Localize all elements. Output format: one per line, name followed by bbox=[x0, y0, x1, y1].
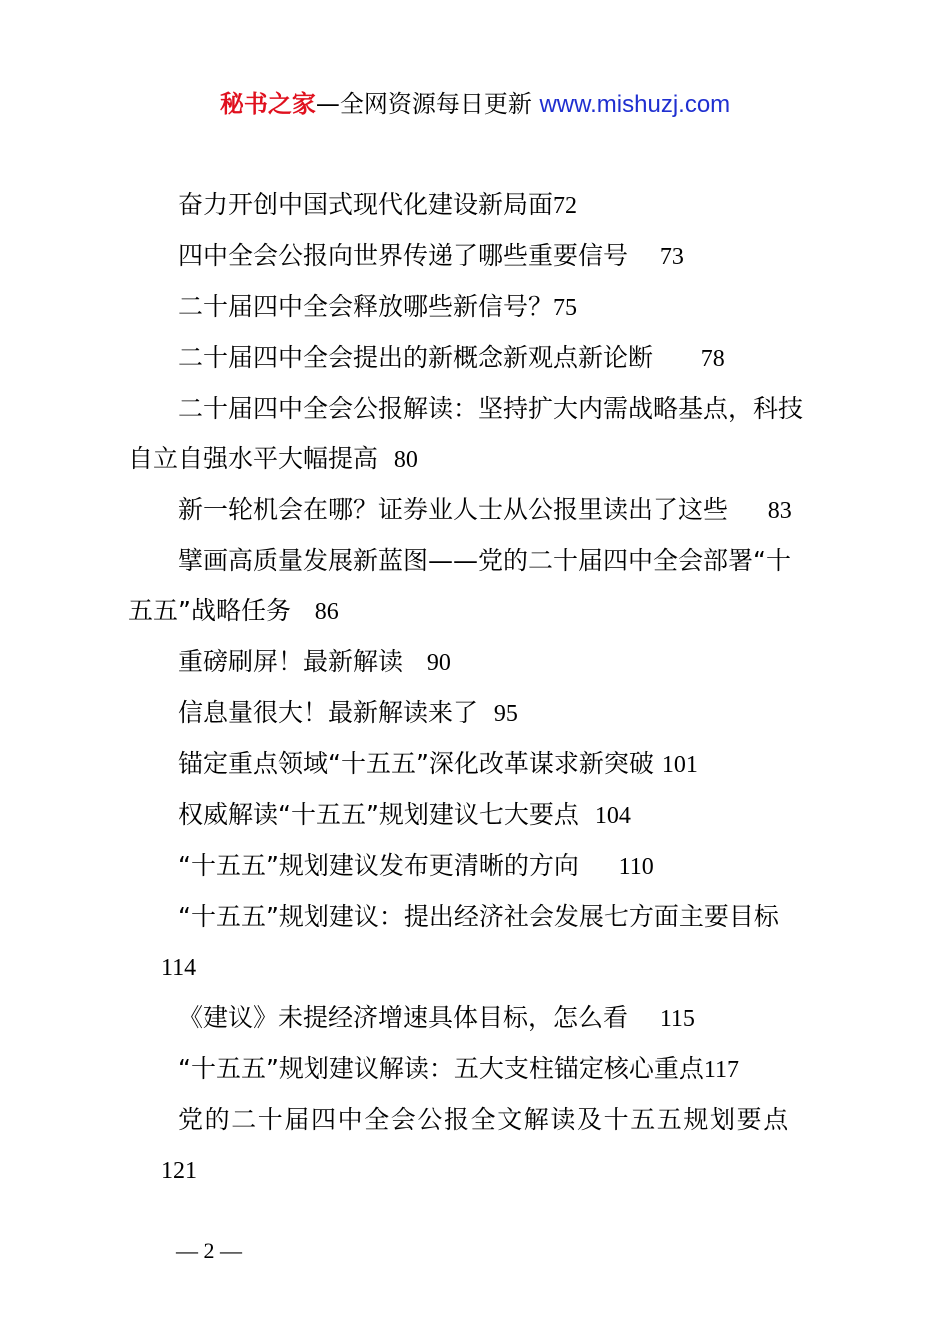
toc-entry-title-cont: 自立自强水平大幅提高 bbox=[128, 444, 379, 473]
toc-entry bbox=[128, 841, 840, 892]
toc-entry bbox=[128, 231, 840, 282]
toc-entry bbox=[128, 739, 840, 790]
toc-entry-continuation bbox=[128, 942, 840, 993]
table-of-contents bbox=[128, 180, 840, 1196]
toc-entry bbox=[128, 637, 840, 688]
header-tagline: —全网资源每日更新 bbox=[315, 90, 532, 118]
toc-entry-page: 117 bbox=[703, 1057, 740, 1083]
toc-entry-page: 73 bbox=[659, 244, 684, 270]
toc-entry-page: 78 bbox=[700, 346, 725, 372]
page-number: — 2 — bbox=[176, 1238, 242, 1263]
toc-entry-title: “十五五”规划建议解读：五大支柱锚定核心重点 bbox=[178, 1054, 704, 1083]
toc-entry-title: “十五五”规划建议发布更清晰的方向 bbox=[178, 851, 579, 880]
toc-entry-title: 《建议》未提经济增速具体目标，怎么看 bbox=[178, 1003, 629, 1032]
toc-entry-title: 二十届四中全会公报解读：坚持扩大内需战略基点，科技 bbox=[178, 394, 804, 423]
toc-entry-title: 四中全会公报向世界传递了哪些重要信号 bbox=[178, 241, 629, 270]
toc-entry-page: 80 bbox=[393, 447, 418, 473]
toc-entry-continuation bbox=[128, 1145, 840, 1196]
toc-entry-page: 95 bbox=[493, 701, 518, 727]
site-header bbox=[0, 88, 950, 121]
toc-entry-page: 75 bbox=[553, 295, 578, 321]
toc-entry bbox=[128, 536, 840, 586]
toc-entry-page: 83 bbox=[767, 498, 792, 524]
toc-entry-title: 党的二十届四中全会公报全文解读及十五五规划要点 bbox=[178, 1105, 790, 1134]
toc-entry-title: “十五五”规划建议：提出经济社会发展七方面主要目标 bbox=[178, 902, 779, 931]
toc-entry-continuation bbox=[128, 586, 840, 637]
toc-entry-continuation bbox=[128, 434, 840, 485]
toc-entry bbox=[128, 688, 840, 739]
toc-entry-title: 新一轮机会在哪？证券业人士从公报里读出了这些 bbox=[178, 495, 729, 524]
toc-entry bbox=[128, 892, 840, 942]
toc-entry-page: 114 bbox=[161, 955, 197, 981]
toc-entry bbox=[128, 790, 840, 841]
toc-entry-page: 90 bbox=[426, 650, 451, 676]
toc-entry bbox=[128, 282, 840, 333]
brand-name: 秘书之家 bbox=[219, 90, 316, 118]
toc-entry bbox=[128, 333, 840, 384]
toc-entry-title: 权威解读“十五五”规划建议七大要点 bbox=[178, 800, 579, 829]
toc-entry-title: 二十届四中全会提出的新概念新观点新论断 bbox=[178, 343, 654, 372]
toc-entry-page: 101 bbox=[661, 752, 698, 778]
toc-entry-page: 104 bbox=[594, 803, 631, 829]
toc-entry bbox=[128, 1095, 840, 1145]
toc-entry-page: 86 bbox=[314, 599, 339, 625]
toc-entry-page: 72 bbox=[553, 193, 578, 219]
toc-entry-page: 115 bbox=[659, 1006, 695, 1032]
toc-entry-title: 二十届四中全会释放哪些新信号？ bbox=[178, 292, 554, 321]
site-url[interactable]: www.mishuzj.com bbox=[539, 91, 731, 118]
toc-entry bbox=[128, 993, 840, 1044]
toc-entry-page: 110 bbox=[618, 854, 654, 880]
toc-entry bbox=[128, 485, 840, 536]
toc-entry-title: 信息量很大！最新解读来了 bbox=[178, 698, 479, 727]
toc-entry-page: 121 bbox=[161, 1158, 197, 1184]
toc-entry bbox=[128, 1044, 840, 1095]
toc-entry-title: 擘画高质量发展新蓝图——党的二十届四中全会部署“十 bbox=[178, 546, 791, 575]
toc-entry-title-cont: 五五”战略任务 bbox=[128, 596, 291, 625]
toc-entry-title: 奋力开创中国式现代化建设新局面 bbox=[178, 190, 554, 219]
toc-entry-title: 重磅刷屏！最新解读 bbox=[178, 647, 404, 676]
toc-entry bbox=[128, 180, 840, 231]
toc-entry-title: 锚定重点领域“十五五”深化改革谋求新突破 bbox=[178, 749, 654, 778]
toc-entry bbox=[128, 384, 840, 434]
